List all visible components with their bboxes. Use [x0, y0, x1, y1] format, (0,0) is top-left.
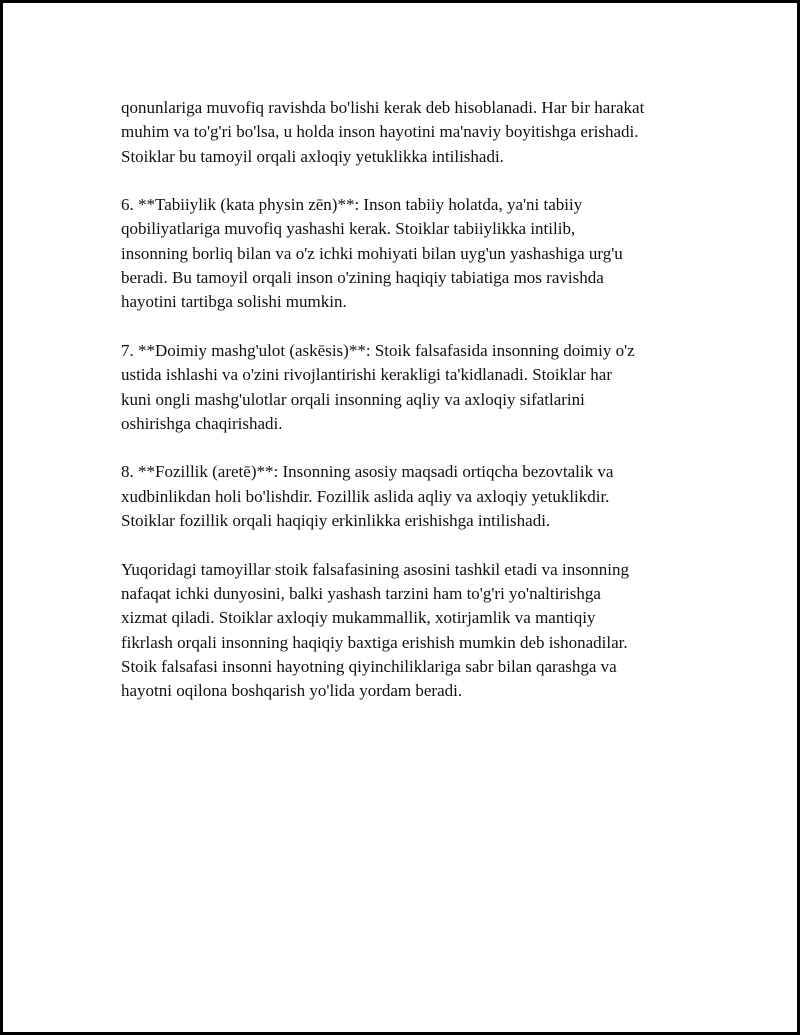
- paragraph: [121, 96, 701, 169]
- text-line: Stoiklar fozillik orqali haqiqiy erkinlikka erishishga intilishadi.: [121, 511, 551, 531]
- text-line: Stoik falsafasi insonni hayotning qiyinchiliklariga sabr bilan qarashga va: [121, 656, 617, 676]
- text-line: beradi. Bu tamoyil orqali inson o'zining haqiqiy tabiatiga mos ravishda: [121, 268, 604, 288]
- text-line: 8. **Fozillik (aretē)**: Insonning asosiy maqsadi ortiqcha bezovtalik va: [121, 462, 614, 482]
- text-line: hayotni oqilona boshqarish yo'lida yordam beradi.: [121, 681, 463, 701]
- text-line: qonunlariga muvofiq ravishda bo'lishi kerak deb hisoblanadi. Har bir harakat: [121, 98, 645, 117]
- paragraph: [121, 193, 701, 314]
- text-line: 6. **Tabiiylik (kata physin zēn)**: Inson tabiiy holatda, ya'ni tabiiy: [121, 195, 583, 215]
- paragraph: [121, 460, 701, 533]
- text-line: hayotini tartibga solishi mumkin.: [121, 292, 347, 312]
- text-line: nafaqat ichki dunyosini, balki yashash tarzini ham to'g'ri yo'naltirishga: [121, 583, 601, 603]
- text-line: xizmat qiladi. Stoiklar axloqiy mukammallik, xotirjamlik va mantiqiy: [121, 608, 596, 628]
- text-line: qobiliyatlariga muvofiq yashashi kerak. Stoiklar tabiiylikka intilib,: [121, 219, 576, 239]
- text-line: ustida ishlashi va o'zini rivojlantirishi kerakligi ta'kidlanadi. Stoiklar har: [121, 365, 612, 385]
- text-line: 7. **Doimiy mashg'ulot (askēsis)**: Stoik falsafasida insonning doimiy o'z: [121, 340, 635, 360]
- text-line: fikrlash orqali insonning haqiqiy baxtiga erishish mumkin deb ishonadilar.: [121, 632, 628, 652]
- paragraph: [121, 339, 701, 436]
- text-line: muhim va to'g'ri bo'lsa, u holda inson hayotini ma'naviy boyitishga erishadi.: [121, 122, 639, 142]
- text-line: xudbinlikdan holi bo'lishdir. Fozillik aslida aqliy va axloqiy yetuklikdir.: [121, 486, 610, 506]
- paragraph: [121, 558, 701, 704]
- text-line: oshirishga chaqirishadi.: [121, 413, 283, 433]
- text-line: kuni ongli mashg'ulotlar orqali insonning aqliy va axloqiy sifatlarini: [121, 389, 585, 409]
- text-line: Stoiklar bu tamoyil orqali axloqiy yetuklikka intilishadi.: [121, 146, 504, 166]
- text-line: insonning borliq bilan va o'z ichki mohiyati bilan uyg'un yashashiga urg'u: [121, 243, 623, 263]
- document-body: [121, 96, 701, 728]
- text-line: Yuqoridagi tamoyillar stoik falsafasining asosini tashkil etadi va insonning: [121, 559, 630, 579]
